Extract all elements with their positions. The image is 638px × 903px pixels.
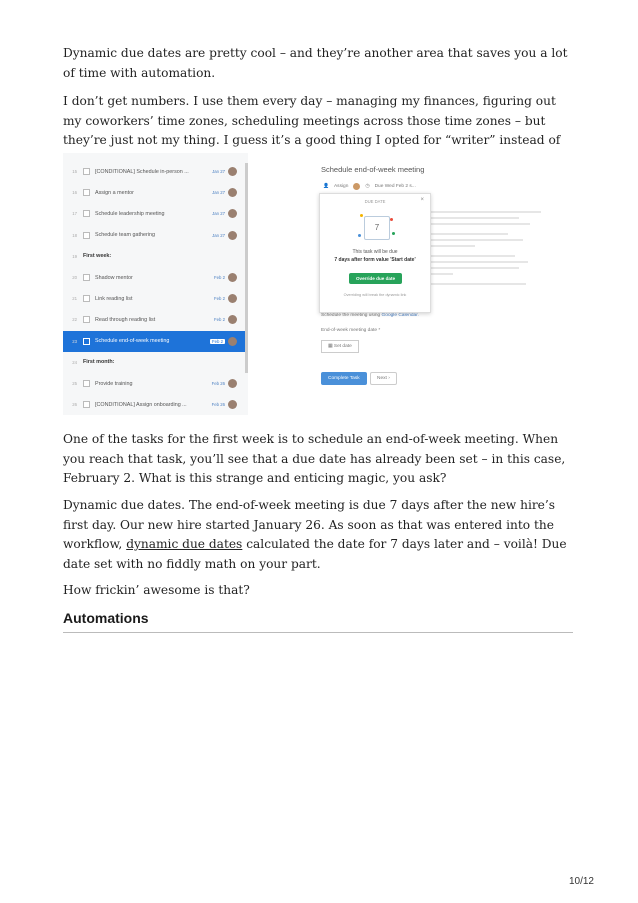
avatar <box>228 188 237 197</box>
next-button[interactable]: Next › <box>370 372 397 385</box>
task-list <box>63 153 248 415</box>
task-checkbox[interactable] <box>83 316 90 323</box>
due-date-badge: Feb 26 <box>211 381 225 386</box>
task-checkbox[interactable] <box>83 274 90 281</box>
avatar <box>228 400 237 409</box>
calendar-icon: ▦ <box>328 344 333 349</box>
task-title: Schedule end-of-week meeting <box>321 165 425 174</box>
due-label[interactable]: Due Wed Feb 2 s... <box>374 184 416 189</box>
popup-title: DUE DATE <box>364 199 386 204</box>
row-number: 21 <box>72 296 77 302</box>
task-label: Link reading list <box>95 295 133 302</box>
row-number: 15 <box>72 169 77 174</box>
paragraph-3-text: One of the tasks for the first week is to schedule an end-of-week meeting. When you reach that task, you’ll see that a due date has already been set – in this case, February 2. What is this strange and enticing magic, you ask? <box>63 432 566 485</box>
due-date-badge: Jan 27 <box>212 211 225 217</box>
task-checkbox[interactable] <box>83 168 90 175</box>
set-date-label: Set date <box>333 344 352 349</box>
user-icon: 👤 <box>323 184 329 189</box>
due-info-line-2: 7 days after form value 'Start date' <box>334 257 416 263</box>
due-date-badge: Jan 27 <box>212 190 225 196</box>
paragraph-4-part-b: calculated the date for 7 days later and – voilà! Due date set with no fiddly math on your part. <box>63 537 567 571</box>
paragraph-4-part-a: Dynamic due dates. The end-of-week meeting is due 7 days after the new hire’s first day. Our new hire started January 26. As soon as that was entered into the workflow, <box>63 498 556 551</box>
task-label: First month: <box>83 359 115 366</box>
task-label: Provide training <box>95 380 133 387</box>
avatar <box>228 337 237 346</box>
task-label: Shadow mentor <box>95 274 133 281</box>
row-number: 24 <box>72 359 77 365</box>
row-number: 19 <box>72 253 77 259</box>
task-label: Read through reading list <box>95 316 156 323</box>
confetti-icon <box>358 234 361 237</box>
avatar <box>228 379 237 388</box>
avatar <box>353 183 360 190</box>
override-due-date-button[interactable]: Override due date <box>349 273 402 284</box>
task-checkbox[interactable] <box>83 338 90 345</box>
scrollbar[interactable] <box>245 163 248 373</box>
avatar <box>228 294 237 303</box>
paragraph-5: How frickin’ awesome is that? <box>63 583 250 597</box>
task-row[interactable] <box>63 288 245 309</box>
task-checkbox[interactable] <box>83 401 90 408</box>
task-label: [CONDITIONAL] Assign onboarding ... <box>95 401 187 408</box>
avatar <box>228 315 237 324</box>
due-date-badge: Jan 27 <box>212 169 225 174</box>
paragraph-4 <box>63 496 578 574</box>
due-date-badge: Feb 2 <box>214 317 225 323</box>
task-row[interactable] <box>63 161 245 182</box>
page-number: 10/12 <box>568 876 594 887</box>
due-date-badge: Feb 2 <box>214 296 225 302</box>
task-row[interactable] <box>63 225 245 246</box>
due-date-badge: Feb 2 <box>212 338 223 344</box>
paragraph-3 <box>63 430 578 489</box>
task-checkbox[interactable] <box>83 210 90 217</box>
task-checkbox[interactable] <box>83 232 90 239</box>
due-info-line-1: This task will be due <box>352 249 398 255</box>
row-number: 17 <box>72 211 77 217</box>
row-number: 18 <box>72 232 77 238</box>
task-row[interactable] <box>63 331 245 352</box>
paragraph-2: I don’t get numbers. I use them every day – managing my finances, figuring out my coworkers’ time zones, scheduling meetings across those time zones – but they’re just not my thing. I guess it’s a good thing I opted for “writer” instead of <box>63 94 561 147</box>
due-date-badge: Feb 2 <box>214 275 225 280</box>
section-header-row[interactable] <box>63 352 245 373</box>
task-label: Schedule team gathering <box>95 232 155 239</box>
set-date-button[interactable] <box>321 340 359 353</box>
assign-label[interactable]: Assign <box>333 184 349 189</box>
due-date-badge: Feb 26 <box>211 402 225 408</box>
task-label: Schedule end-of-week meeting <box>95 338 170 345</box>
avatar <box>228 273 237 282</box>
calendar-icon <box>364 216 390 240</box>
task-row[interactable] <box>63 203 245 224</box>
gcal-line <box>321 313 419 318</box>
calendar-number: 7 <box>374 223 380 232</box>
confetti-icon <box>390 218 393 221</box>
task-row[interactable] <box>63 309 245 330</box>
row-number: 20 <box>72 275 77 280</box>
avatar <box>228 209 237 218</box>
complete-task-button[interactable]: Complete Task <box>321 372 367 385</box>
close-icon[interactable]: × <box>420 197 424 203</box>
row-number: 26 <box>72 402 77 408</box>
task-meta <box>323 183 416 190</box>
task-label: Assign a mentor <box>95 189 134 196</box>
gcal-link[interactable]: Google Calendar. <box>381 313 419 318</box>
due-date-badge: Jan 27 <box>212 232 225 238</box>
paragraph-1: Dynamic due dates are pretty cool – and they’re another area that saves you a lot of time with automation. <box>63 46 568 80</box>
row-number: 25 <box>72 381 77 386</box>
row-number: 22 <box>72 317 77 323</box>
avatar <box>228 167 237 176</box>
due-date-popup <box>319 193 431 313</box>
task-row[interactable] <box>63 373 245 394</box>
override-footnote: Overriding will break the dynamic link <box>343 293 407 297</box>
task-checkbox[interactable] <box>83 189 90 196</box>
task-row[interactable] <box>63 182 245 203</box>
task-label: Schedule leadership meeting <box>95 210 165 217</box>
clock-icon: ◷ <box>365 184 370 189</box>
task-checkbox[interactable] <box>83 295 90 302</box>
gcal-prefix: Schedule the meeting using <box>321 313 381 318</box>
task-row[interactable] <box>63 267 245 288</box>
dynamic-due-dates-link[interactable]: dynamic due dates <box>126 537 243 551</box>
avatar <box>228 231 237 240</box>
row-number: 16 <box>72 190 77 196</box>
confetti-icon <box>360 214 363 217</box>
row-number: 23 <box>72 338 77 344</box>
field-label: End-of-week meeting date * <box>321 328 381 333</box>
confetti-icon <box>392 232 395 235</box>
task-row[interactable] <box>63 394 245 415</box>
task-checkbox[interactable] <box>83 380 90 387</box>
section-header-row[interactable] <box>63 246 245 267</box>
task-label: [CONDITIONAL] Schedule in-person ... <box>95 168 189 175</box>
section-heading: Automations <box>63 610 573 633</box>
task-label: First week: <box>83 253 112 260</box>
